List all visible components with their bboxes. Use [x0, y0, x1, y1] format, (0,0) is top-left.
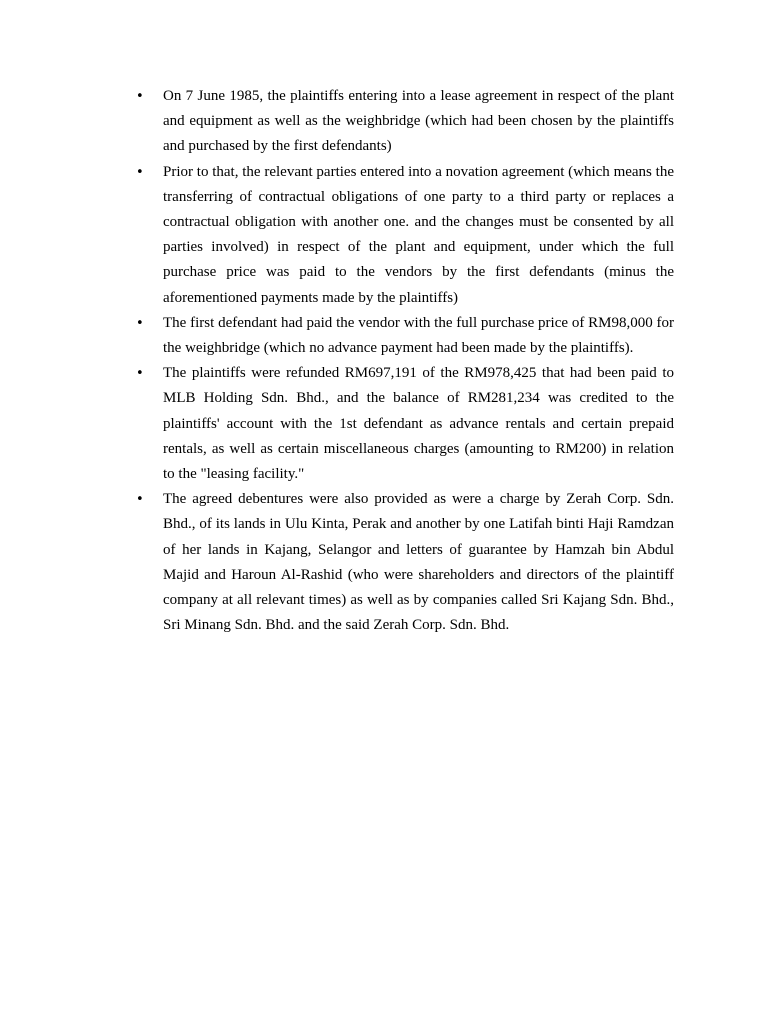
- bullet-list: [136, 84, 674, 638]
- bullet-icon: •: [136, 164, 144, 180]
- list-item: [136, 487, 674, 638]
- list-item-text: The agreed debentures were also provided as were a charge by Zerah Corp. Sdn. Bhd., of its lands in Ulu Kinta, Perak and another by one Latifah binti Haji Ramdzan of her lands in Kajang, Selangor and letters of guarantee by Hamzah bin Abdul Majid and Haroun Al-Rashid (who were shareholders and directors of the plaintiff company at all relevant times) as well as by companies called Sri Kajang Sdn. Bhd., Sri Minang Sdn. Bhd. and the said Zerah Corp. Sdn. Bhd.: [163, 491, 674, 634]
- bullet-icon: •: [136, 492, 144, 508]
- bullet-icon: •: [136, 315, 144, 331]
- list-item: [136, 311, 674, 361]
- list-item-text: Prior to that, the relevant parties entered into a novation agreement (which means the transferring of contractual obligations of one party to a third party or replaces a contractual obligation with another one. and the changes must be consented by all parties involved) in respect of the plant and equipment, under which the full purchase price was paid to the vendors by the first defendants (minus the aforementioned payments made by the plaintiffs): [163, 163, 674, 306]
- list-item-text: On 7 June 1985, the plaintiffs entering into a lease agreement in respect of the plant and equipment as well as the weighbridge (which had been chosen by the plaintiffs and purchased by the first defendants): [163, 88, 674, 155]
- list-item-text: The plaintiffs were refunded RM697,191 of the RM978,425 that had been paid to MLB Holding Sdn. Bhd., and the balance of RM281,234 was credited to the plaintiffs' account with the 1st defendant as advance rentals and certain prepaid rentals, as well as certain miscellaneous charges (amounting to RM200) in relation to the "leasing facility.": [163, 365, 674, 483]
- list-item: [136, 361, 674, 487]
- list-item: [136, 84, 674, 160]
- bullet-icon: •: [136, 89, 144, 104]
- bullet-icon: •: [136, 366, 144, 382]
- list-item-text: The first defendant had paid the vendor with the full purchase price of RM98,000 for the weighbridge (which no advance payment had been made by the plaintiffs).: [163, 314, 674, 357]
- list-item: [136, 160, 674, 311]
